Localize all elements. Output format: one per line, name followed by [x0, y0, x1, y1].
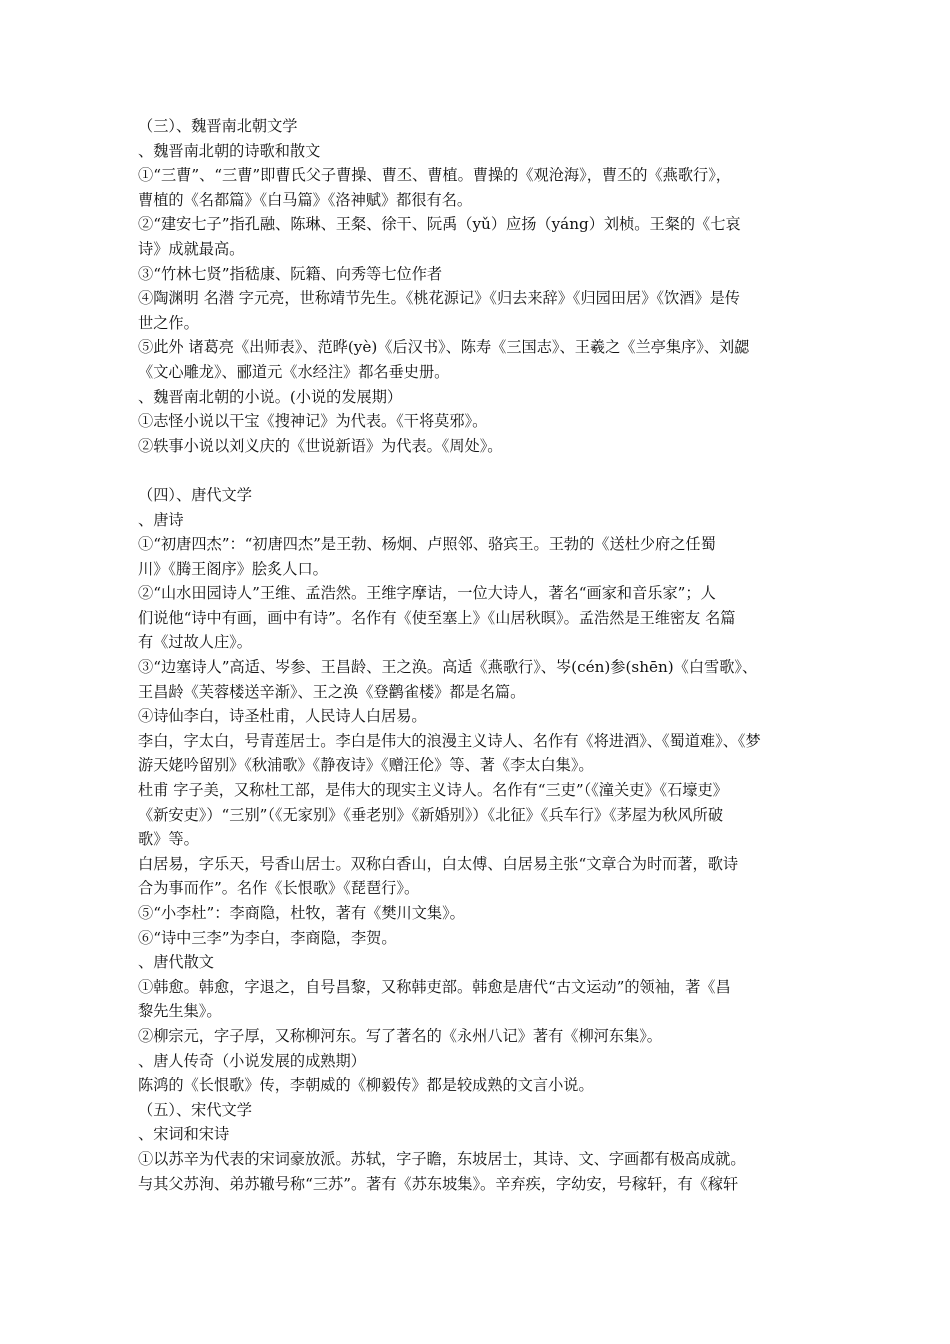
- text-line: 世之作。: [138, 313, 199, 332]
- text-line: ⑥“诗中三李”为李白，李商隐，李贺。: [138, 928, 397, 947]
- text-line: 歌》等。: [138, 830, 199, 849]
- text-line: 白居易，字乐天，号香山居士。双称白香山，白太傅、白居易主张“文章合为时而著，歌诗: [138, 854, 739, 873]
- text-line: ⑤此外 诸葛亮《出师表》、范晔(yè)《后汉书》、陈寿《三国志》、王羲之《兰亭集序》、刘勰: [138, 338, 750, 357]
- text-line: ①志怪小说以干宝《搜神记》为代表。《干将莫邪》。: [138, 412, 488, 431]
- subheading-novels: 、魏晋南北朝的小说。(小说的发展期）: [138, 387, 403, 406]
- text-line: ②轶事小说以刘义庆的《世说新语》为代表。《周处》。: [138, 436, 503, 455]
- text-line: ④陶渊明 名潜 字元亮，世称靖节先生。《桃花源记》《归去来辞》《归园田居》《饮酒》是传: [138, 289, 740, 308]
- text-line: ①以苏辛为代表的宋词豪放派。苏轼，字子瞻，东坡居士，其诗、文、字画都有极高成就。: [138, 1149, 746, 1168]
- subheading-poetry-prose: 、魏晋南北朝的诗歌和散文: [138, 141, 321, 160]
- text-line: ①韩愈。韩愈，字退之，自号昌黎，又称韩吏部。韩愈是唐代“古文运动”的领袖，著《昌: [138, 977, 731, 996]
- text-line: ③“边塞诗人”高适、岑参、王昌龄、王之涣。高适《燕歌行》、岑(cén)参(shēn)《白雪歌》、: [138, 658, 758, 677]
- subheading-tang-poetry: 、唐诗: [138, 510, 184, 529]
- subheading-song-ci: 、宋词和宋诗: [138, 1125, 230, 1144]
- text-line: 黎先生集》。: [138, 1002, 222, 1021]
- text-line: ②“山水田园诗人”王维、孟浩然。王维字摩诘，一位大诗人，著名“画家和音乐家”；人: [138, 584, 716, 603]
- section-heading-tang: （四）、唐代文学: [138, 485, 252, 504]
- text-line: ①“初唐四杰”：“初唐四杰”是王勃、杨炯、卢照邻、骆宾王。王勃的《送杜少府之任蜀: [138, 535, 716, 554]
- text-line: 合为事而作”。名作《长恨歌》《琵琶行》。: [138, 879, 420, 898]
- text-line: ⑤“小李杜”：李商隐，杜牧，著有《樊川文集》。: [138, 904, 465, 922]
- section-heading-song: （五）、宋代文学: [138, 1100, 252, 1119]
- text-line: ①“三曹”、“三曹”即曹氏父子曹操、曹丕、曹植。曹操的《观沧海》，曹丕的《燕歌行》，: [138, 166, 731, 185]
- text-line: 有《过故人庄》。: [138, 633, 252, 652]
- text-line: ④诗仙李白，诗圣杜甫，人民诗人白居易。: [138, 707, 427, 726]
- text-line: 游天姥吟留别》《秋浦歌》《静夜诗》《赠汪伦》等、著《李太白集》。: [138, 756, 594, 775]
- text-line: 们说他“诗中有画，画中有诗”。名作有《使至塞上》《山居秋暝》。孟浩然是王维密友 名篇: [138, 608, 736, 627]
- text-line: ②“建安七子”指孔融、陈琳、王粲、徐干、阮禹（yǔ）应扬（yáng）刘桢。王粲的《七哀: [138, 215, 741, 234]
- text-line: 与其父苏洵、弟苏辙号称“三苏”。著有《苏东坡集》。辛弃疾，字幼安，号稼轩，有《稼轩: [138, 1174, 739, 1193]
- text-line: 李白，字太白，号青莲居士。李白是伟大的浪漫主义诗人、名作有《将进酒》、《蜀道难》、《梦: [138, 731, 761, 750]
- text-line: 《文心雕龙》、郦道元《水经注》都名垂史册。: [138, 362, 450, 381]
- subheading-tang-chuanqi: 、唐人传奇（小说发展的成熟期）: [138, 1051, 366, 1070]
- text-line: 《新安吏》）“三别”（《无家别》《垂老别》《新婚别》）《北征》《兵车行》《茅屋为秋风所破: [138, 805, 724, 824]
- document-page: [138, 114, 812, 1196]
- paragraph-gap: [138, 458, 812, 483]
- text-line: 川》《腾王阁序》脍炙人口。: [138, 559, 328, 578]
- text-line: 曹植的《名都篇》《白马篇》《洛神赋》都很有名。: [138, 190, 473, 209]
- section-heading-wei-jin: （三）、魏晋南北朝文学: [138, 117, 298, 135]
- subheading-tang-prose: 、唐代散文: [138, 953, 214, 972]
- text-line: ②柳宗元，字子厚，又称柳河东。写了著名的《永州八记》著有《柳河东集》。: [138, 1026, 662, 1045]
- text-line: 杜甫 字子美，又称杜工部，是伟大的现实主义诗人。名作有“三吏”（《潼关吏》《石壕吏》: [138, 781, 728, 800]
- text-line: 诗》成就最高。: [138, 239, 245, 258]
- text-line: 陈鸿的《长恨歌》传，李朝威的《柳毅传》都是较成熟的文言小说。: [138, 1076, 594, 1095]
- text-line: 王昌龄《芙蓉楼送辛渐》、王之涣《登鹳雀楼》都是名篇。: [138, 682, 526, 701]
- text-line: ③“竹林七贤”指嵇康、阮籍、向秀等七位作者: [138, 264, 443, 283]
